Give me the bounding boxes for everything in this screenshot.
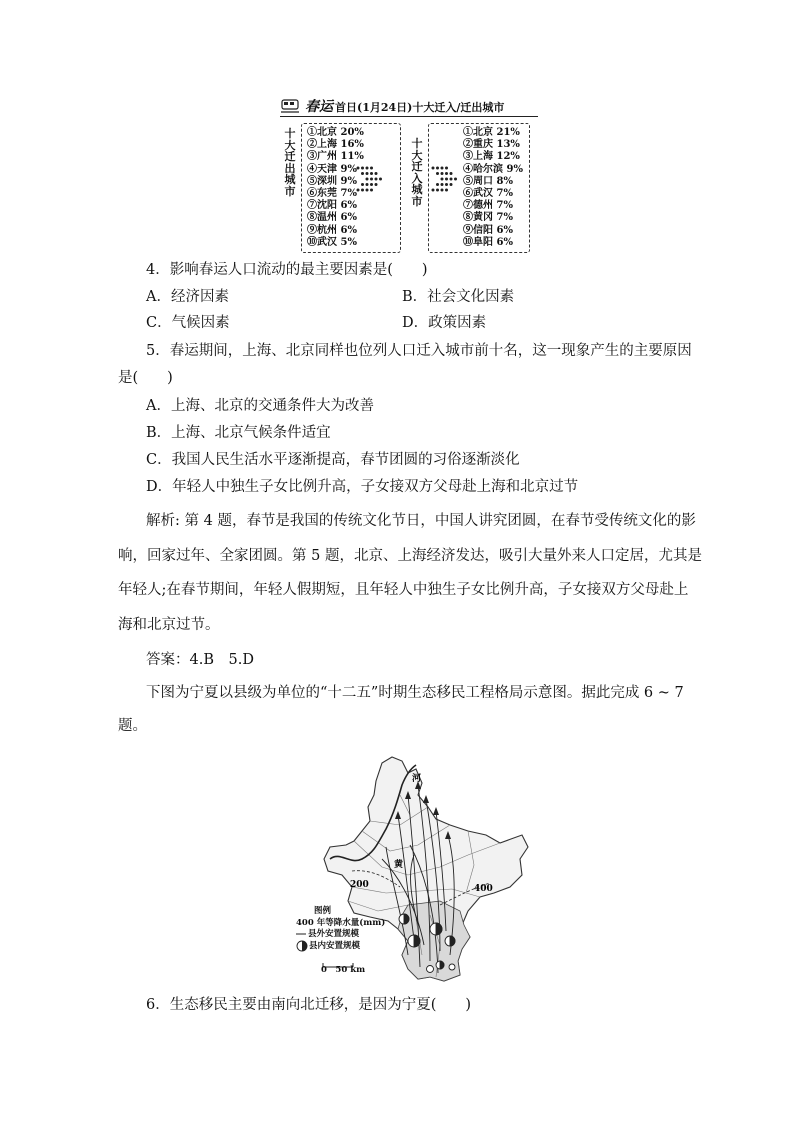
arrow-dot bbox=[450, 178, 453, 181]
arrow-dot bbox=[361, 172, 364, 175]
in-cities-list bbox=[463, 127, 523, 249]
arrow-dot bbox=[361, 189, 364, 192]
q4-stem: 4．影响春运人口流动的最主要因素是( ) bbox=[146, 262, 428, 278]
out-city-item: ⑦沈阳 6% bbox=[307, 200, 357, 212]
out-label: 十大迁出城市 bbox=[284, 127, 296, 198]
arrow-dot bbox=[370, 172, 373, 175]
arrow-dot bbox=[445, 189, 448, 192]
arrow-dot bbox=[357, 167, 360, 170]
isohyet-label-400: 400 bbox=[474, 884, 493, 894]
arrow-dot bbox=[432, 167, 435, 170]
arrow-dot bbox=[357, 189, 360, 192]
out-city-item: ②上海 16% bbox=[307, 139, 364, 151]
arrow-dot bbox=[436, 183, 439, 186]
figure-title-big: 春运 bbox=[305, 99, 333, 115]
arrow-dot bbox=[432, 189, 435, 192]
arrow-dot bbox=[370, 167, 373, 170]
arrow-dot bbox=[441, 167, 444, 170]
arrow-dot bbox=[370, 189, 373, 192]
q5-option-c: C．我国人民生活水平逐渐提高，春节团圆的习俗逐渐淡化 bbox=[146, 452, 520, 468]
arrow-dot bbox=[370, 178, 373, 181]
arrow-dot bbox=[375, 178, 378, 181]
scale-label: 0 50 km bbox=[321, 965, 366, 975]
in-city-item: ③上海 12% bbox=[463, 151, 520, 163]
in-city-item: ④哈尔滨 9% bbox=[463, 163, 523, 175]
arrow-dot bbox=[441, 183, 444, 186]
arrow-dot bbox=[450, 172, 453, 175]
arrow-dot bbox=[436, 189, 439, 192]
in-arrow-dots bbox=[430, 165, 462, 195]
arrow-dot bbox=[436, 172, 439, 175]
arrow-dot bbox=[366, 172, 369, 175]
out-city-item: ⑨杭州 6% bbox=[307, 224, 357, 236]
in-city-item: ⑦德州 7% bbox=[463, 200, 513, 212]
legend-outside: 县外安置规模 bbox=[308, 929, 360, 939]
out-city-item: ⑤深圳 9% bbox=[307, 175, 357, 187]
arrow-dot bbox=[454, 178, 457, 181]
arrow-dot bbox=[379, 178, 382, 181]
legend-inside: 县内安置规模 bbox=[309, 941, 361, 951]
arrow-dot bbox=[441, 178, 444, 181]
arrow-dot bbox=[366, 178, 369, 181]
q5-option-d: D．年轻人中独生子女比例升高，子女接双方父母赴上海和北京过节 bbox=[146, 479, 579, 495]
out-arrow-dots bbox=[355, 165, 385, 195]
in-city-item: ⑩阜阳 6% bbox=[463, 236, 513, 248]
in-city-item: ①北京 21% bbox=[463, 127, 520, 138]
legend-outside-icon bbox=[296, 929, 306, 939]
intro-line1: 下图为宁夏以县级为单位的“十二五”时期生态移民工程格局示意图。据此完成 6 ~ 7 bbox=[146, 685, 684, 701]
arrow-dot bbox=[445, 167, 448, 170]
arrow-dot bbox=[375, 183, 378, 186]
in-label: 十大迁入城市 bbox=[411, 137, 423, 208]
river-label-huang: 黄 bbox=[394, 860, 404, 870]
q4-option-b: B．社会文化因素 bbox=[402, 289, 515, 305]
arrow-dot bbox=[445, 172, 448, 175]
arrow-dot bbox=[361, 183, 364, 186]
out-city-item: ③广州 11% bbox=[307, 151, 364, 163]
arrow-dot bbox=[366, 189, 369, 192]
q5-stem-line1: 5．春运期间，上海、北京同样也位列人口迁入城市前十名，这一现象产生的主要原因 bbox=[146, 343, 692, 359]
q4-option-d: D．政策因素 bbox=[402, 315, 487, 331]
arrow-dot bbox=[370, 183, 373, 186]
arrow-dot bbox=[366, 167, 369, 170]
figure-title bbox=[305, 96, 504, 116]
out-city-item: ④天津 9% bbox=[307, 163, 357, 175]
q4-option-a: A．经济因素 bbox=[146, 289, 229, 305]
in-city-item: ②重庆 13% bbox=[463, 139, 520, 151]
analysis-line4: 海和北京过节。 bbox=[118, 617, 220, 633]
river-label-he: 河 bbox=[412, 774, 422, 784]
out-city-item: ①北京 20% bbox=[307, 127, 364, 138]
answer-line: 答案：4.B 5.D bbox=[146, 652, 254, 668]
in-city-item: ⑨信阳 6% bbox=[463, 224, 513, 236]
q5-option-a: A．上海、北京的交通条件大为改善 bbox=[146, 398, 374, 414]
q5-stem-line2: 是( ) bbox=[118, 370, 173, 386]
legend-isohyet: 400 年等降水量(mm) bbox=[296, 918, 386, 928]
q6-stem: 6．生态移民主要由南向北迁移，是因为宁夏( ) bbox=[146, 997, 472, 1013]
in-city-item: ⑤周口 8% bbox=[463, 175, 513, 187]
q5-option-b: B．上海、北京气候条件适宜 bbox=[146, 425, 331, 441]
in-city-item: ⑧黄冈 7% bbox=[463, 212, 513, 224]
analysis-line1: 解析: 第 4 题，春节是我国的传统文化节日，中国人讲究团圆，在春节受传统文化的影 bbox=[146, 513, 696, 529]
analysis-line3: 年轻人;在春节期间，年轻人假期短，且年轻人中独生子女比例升高，子女接双方父母赴上 bbox=[118, 582, 689, 598]
out-city-item: ⑥东莞 7% bbox=[307, 188, 357, 200]
arrow-dot bbox=[441, 189, 444, 192]
arrow-dot bbox=[445, 183, 448, 186]
q4-option-c: C．气候因素 bbox=[146, 315, 230, 331]
out-city-item: ⑧温州 6% bbox=[307, 212, 357, 224]
out-city-item: ⑩武汉 5% bbox=[307, 236, 357, 248]
arrow-dot bbox=[445, 178, 448, 181]
legend-inside-icon bbox=[296, 940, 308, 952]
in-city-item: ⑥武汉 7% bbox=[463, 188, 513, 200]
arrow-dot bbox=[375, 172, 378, 175]
intro-line2: 题。 bbox=[118, 718, 147, 734]
arrow-dot bbox=[450, 183, 453, 186]
arrow-dot bbox=[366, 183, 369, 186]
arrow-dot bbox=[441, 172, 444, 175]
isohyet-label-200: 200 bbox=[350, 880, 369, 890]
analysis-line2: 响，回家过年、全家团圆。第 5 题，北京、上海经济发达，吸引大量外来人口定居，尤其是 bbox=[118, 548, 702, 564]
arrow-dot bbox=[361, 167, 364, 170]
legend-title: 图例 bbox=[314, 906, 332, 916]
figure-title-rest: 首日(1月24日)十大迁入/迁出城市 bbox=[335, 101, 505, 114]
arrow-dot bbox=[436, 167, 439, 170]
